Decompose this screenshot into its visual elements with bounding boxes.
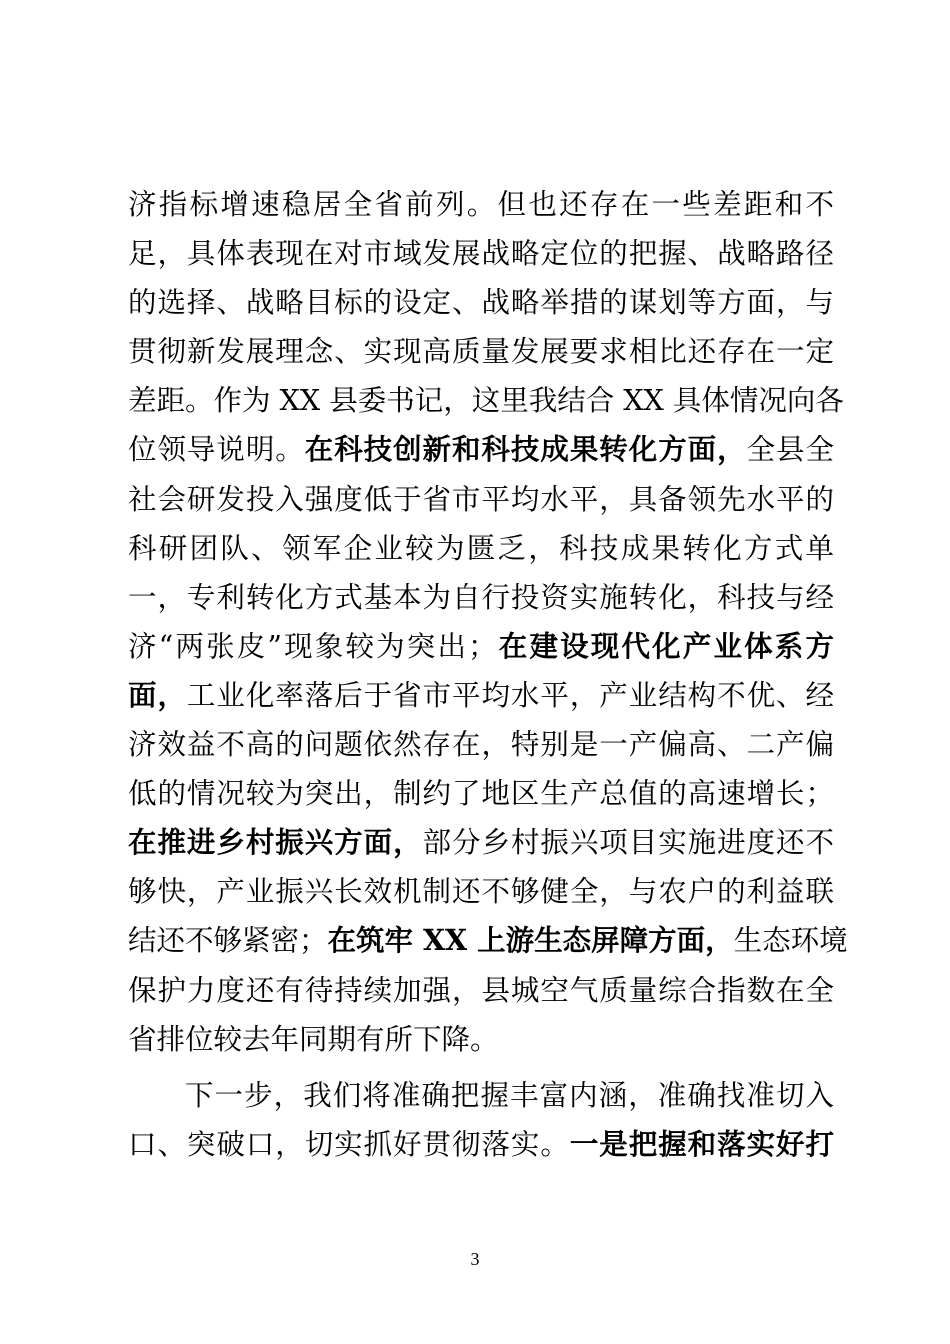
page-number: 3 <box>470 1249 480 1269</box>
text-line: 省排位较去年同期有所下降。 <box>128 1022 499 1056</box>
text-line: 下一步，我们将准确把握丰富内涵，准确找准切入 <box>185 1078 834 1112</box>
text-line: 社会研发投入强度低于省市平均水平，具备领先水平的 <box>128 482 834 516</box>
text-line: 贯彻新发展理念、实现高质量发展要求相比还存在一定 <box>128 335 834 369</box>
text-line: 足，具体表现在对市域发展战略定位的把握、战略路径 <box>128 237 834 271</box>
text-line: 差距。作为 XX 县委书记，这里我结合 XX 具体情况向各 <box>128 384 844 418</box>
body-text <box>128 180 848 1169</box>
bold-heading-industry-system: 在建设现代化产业体系方 <box>496 628 834 663</box>
text-line: 够快，产业振兴长效机制还不够健全，与农户的利益联 <box>128 875 834 909</box>
text-line: 结还不够紧密；在筑牢 XX 上游生态屏障方面，生态环境 <box>128 923 848 958</box>
text-line: 一，专利转化方式基本为自行投资实施转化，科技与经 <box>128 580 834 614</box>
text-line: 面，工业化率落后于省市平均水平，产业结构不优、经 <box>128 677 834 712</box>
text-line: 位领导说明。在科技创新和科技成果转化方面，全县全 <box>128 432 834 467</box>
text-line: 保护力度还有待持续加强，县城空气质量综合指数在全 <box>128 973 834 1007</box>
bold-heading-industry-system-cont: 面， <box>128 677 187 712</box>
text-line: 的选择、战略目标的设定、战略举措的谋划等方面，与 <box>128 286 834 320</box>
bold-heading-first-point: 一是把握和落实好打 <box>569 1126 834 1161</box>
text-line: 在推进乡村振兴方面，部分乡村振兴项目实施进度还不 <box>128 825 834 860</box>
text-line: 口、突破口，切实抓好贯彻落实。一是把握和落实好打 <box>128 1126 834 1161</box>
bold-heading-ecological-barrier: 在筑牢 XX 上游生态屏障方面， <box>327 923 734 958</box>
text-line: 济效益不高的问题依然存在，特别是一产偏高、二产偏 <box>128 728 834 762</box>
text-line: 科研团队、领军企业较为匮乏，科技成果转化方式单 <box>128 531 834 565</box>
bold-heading-rural-revitalization: 在推进乡村振兴方面， <box>128 825 423 860</box>
text-line: 低的情况较为突出，制约了地区生产总值的高速增长； <box>128 777 834 811</box>
bold-heading-tech-innovation: 在科技创新和科技成果转化方面， <box>304 432 747 467</box>
text-line: 济指标增速稳居全省前列。但也还存在一些差距和不 <box>128 188 834 221</box>
text-line: 济“两张皮”现象较为突出；在建设现代化产业体系方 <box>128 628 834 663</box>
